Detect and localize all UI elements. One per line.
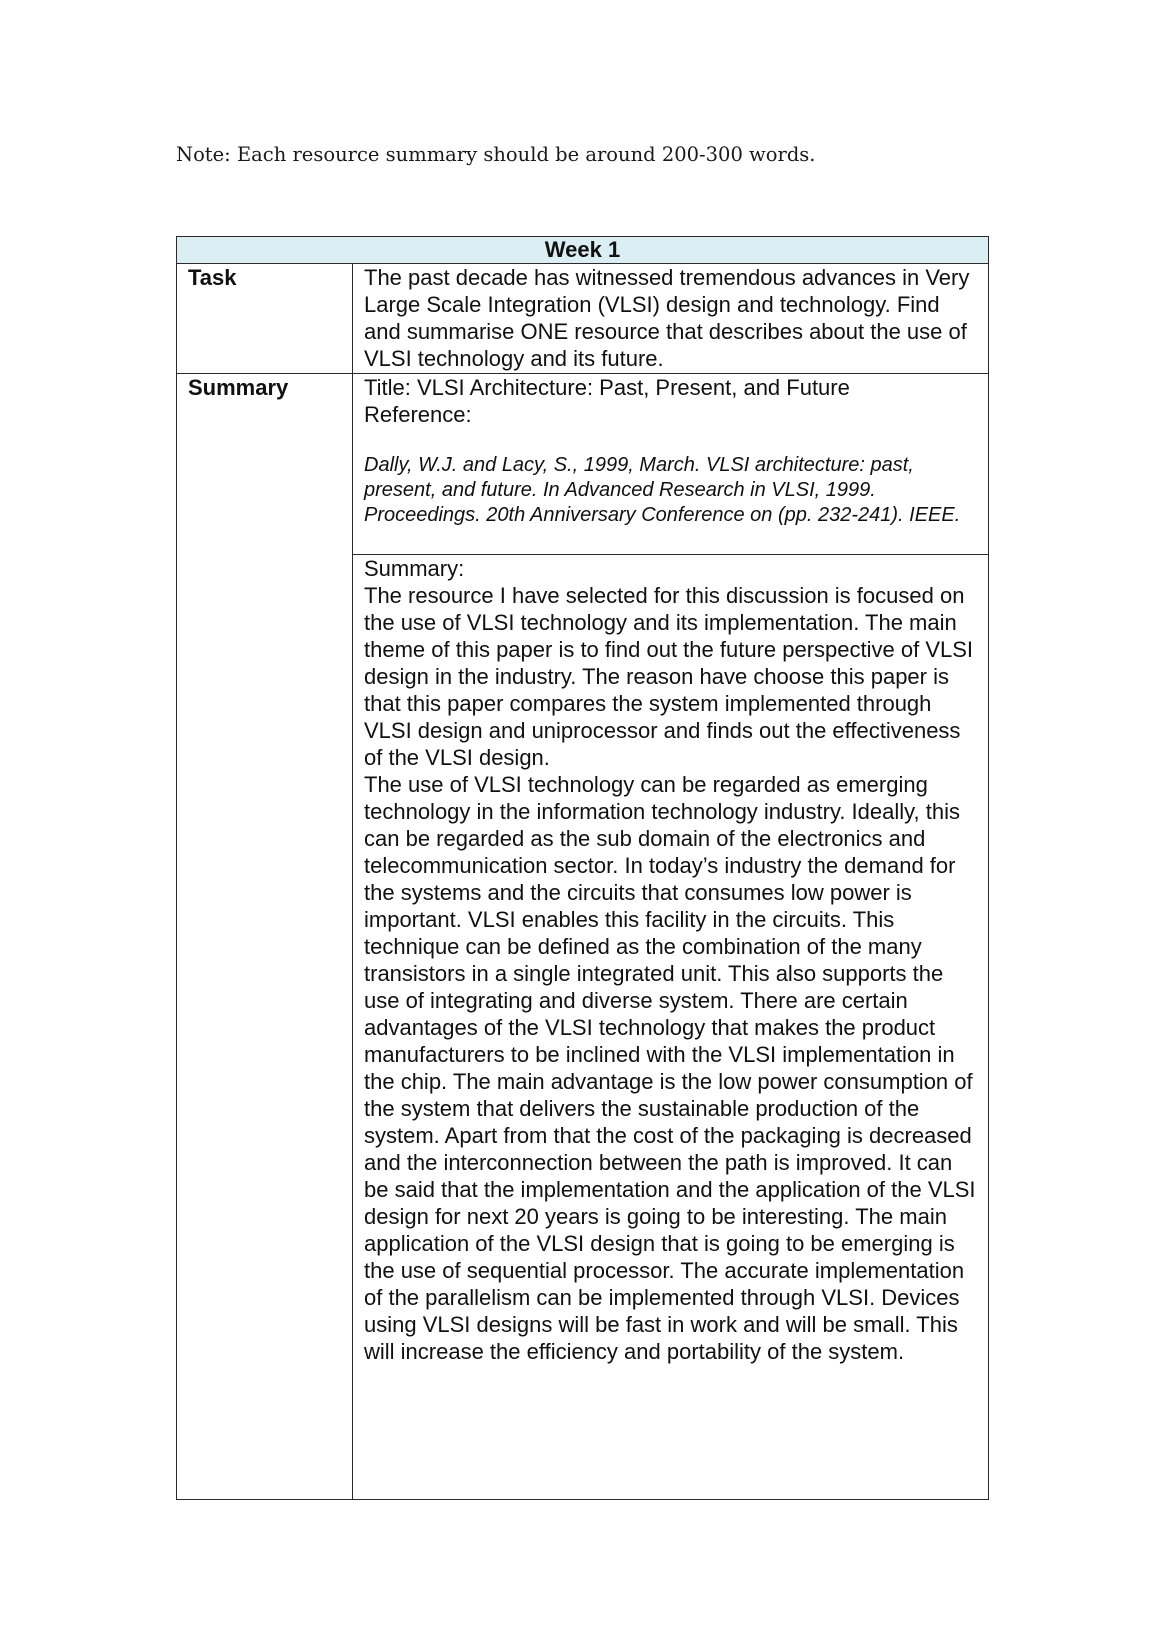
title-reference-cell [353,374,989,555]
week-header-row [177,237,989,264]
summary-heading: Summary: [364,556,465,581]
task-label: Task [177,264,353,374]
task-text: The past decade has witnessed tremendous advances in Very Large Scale Integration (VLSI) design and technology. Find and summarise ONE resource that describes about the use of VLSI technology and its future. [353,264,989,374]
summary-paragraph-1: The resource I have selected for this discussion is focused on the use of VLSI technology and its implementation. The main theme of this paper is to find out the future perspective of VLSI design in the industry. The reason have choose this paper is that this paper compares the system implemented through VLSI design and uniprocessor and finds out the effectiveness of the VLSI design. [364,583,974,770]
week-header: Week 1 [177,237,989,264]
reference-citation: Dally, W.J. and Lacy, S., 1999, March. VLSI architecture: past, present, and future. In Advanced Research in VLSI, 1999. Proceedings. 20th Anniversary Conference on (pp. 232-241). IEEE. [364,454,961,526]
summary-paragraph-2: The use of VLSI technology can be regarded as emerging technology in the information technology industry. Ideally, this can be regarded as the sub domain of the electronics and telecommunication sector. In today’s industry the demand for the systems and the circuits that consumes low power is important. VLSI enables this facility in the circuits. This technique can be defined as the combination of the many transistors in a single integrated unit. This also supports the use of integrating and diverse system. There are certain advantages of the VLSI technology that makes the product manufacturers to be inclined with the VLSI implementation in the chip. The main advantage is the low power consumption of the system that delivers the sustainable production of the system. Apart from that the cost of the packaging is decreased and the interconnection between the path is improved. It can be said that the implementation and the application of the VLSI design for next 20 years is going to be interesting. The main application of the VLSI design that is going to be emerging is the use of sequential processor. The accurate implementation of the parallelism can be implemented through VLSI. Devices using VLSI designs will be fast in work and will be small. This will increase the efficiency and portability of the system. [364,772,976,1364]
summary-cell [353,555,989,1500]
summary-label: Summary [177,374,353,1500]
title-row [177,374,989,555]
reference-label: Reference: [364,402,472,427]
week-table [176,236,989,1500]
resource-title: Title: VLSI Architecture: Past, Present, and Future [364,375,850,400]
task-row [177,264,989,374]
note-text: Note: Each resource summary should be around 200-300 words. [176,143,816,166]
